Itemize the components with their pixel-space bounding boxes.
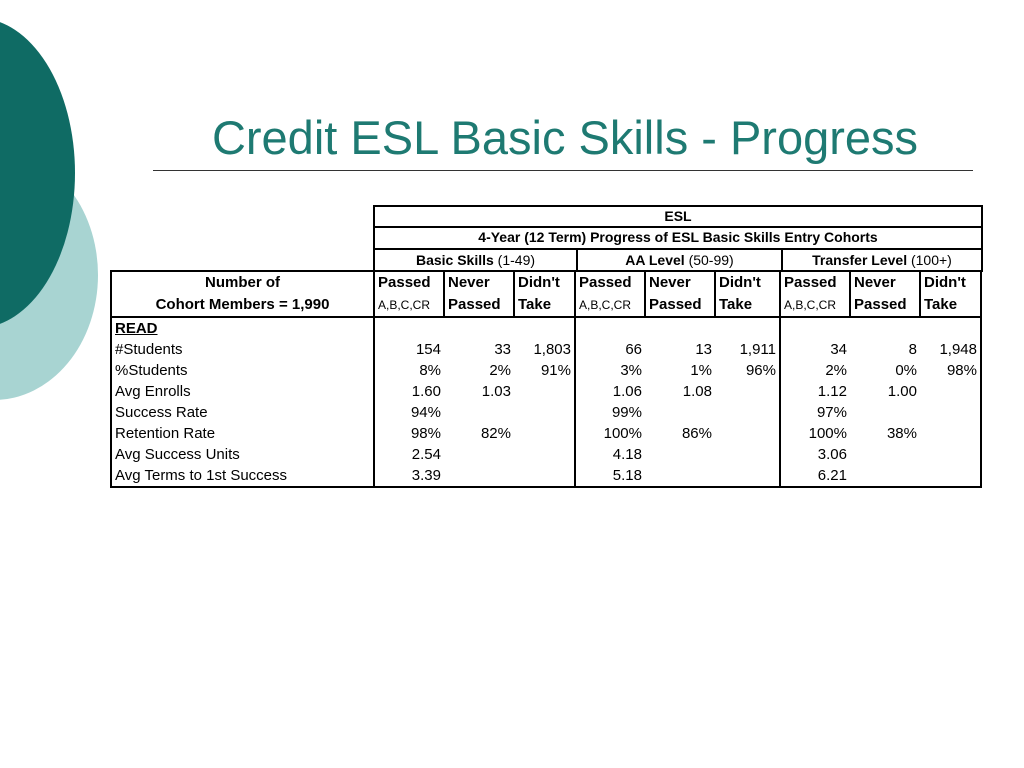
table-cell: 82% bbox=[480, 425, 511, 442]
table-cell: 2% bbox=[489, 362, 511, 379]
table-cell bbox=[920, 381, 981, 402]
table-cell: 13 bbox=[695, 341, 712, 358]
table-cell bbox=[850, 444, 920, 465]
table-cell: 154 bbox=[374, 339, 444, 360]
row-label: #Students bbox=[111, 339, 374, 360]
col-passed: Passed A,B,C,CR bbox=[575, 271, 645, 317]
table-cell bbox=[514, 381, 575, 402]
level-aa: AA Level (50-99) bbox=[576, 250, 781, 270]
table-cell: 98% bbox=[374, 423, 444, 444]
table-cell: 33 bbox=[494, 341, 511, 358]
table-row bbox=[111, 402, 981, 423]
col-didnt-take: Didn't Take bbox=[715, 271, 780, 317]
table-cell: 96% bbox=[745, 362, 776, 379]
table-cell: 98% bbox=[920, 360, 981, 381]
esl-header: ESL bbox=[373, 205, 983, 228]
table-cell bbox=[514, 444, 575, 465]
table-cell: 3.06 bbox=[780, 444, 850, 465]
table-cell bbox=[645, 444, 715, 465]
table-cell bbox=[920, 465, 981, 487]
section-label: READ bbox=[111, 317, 374, 339]
table-cell: 34 bbox=[780, 339, 850, 360]
table-cell: 2.54 bbox=[374, 444, 444, 465]
table-cell: 66 bbox=[575, 339, 645, 360]
progress-table bbox=[110, 270, 982, 488]
row-label: Avg Success Units bbox=[111, 444, 374, 465]
table-cell bbox=[920, 444, 981, 465]
table-cell: 1.00 bbox=[887, 383, 917, 400]
title-underline bbox=[153, 170, 973, 171]
col-passed: Passed A,B,C,CR bbox=[780, 271, 850, 317]
table-cell bbox=[514, 402, 575, 423]
table-cell: 99% bbox=[575, 402, 645, 423]
table-cell: 94% bbox=[374, 402, 444, 423]
table-cell: 86% bbox=[681, 425, 712, 442]
table-cell: 6.21 bbox=[780, 465, 850, 487]
table-cell: 1.08 bbox=[682, 383, 712, 400]
table-cell: 1,911 bbox=[739, 341, 776, 358]
row-label: Success Rate bbox=[111, 402, 374, 423]
table-cell: 97% bbox=[780, 402, 850, 423]
row-label-header: Number of Cohort Members = 1,990 bbox=[111, 271, 374, 317]
table-cell: 2% bbox=[780, 360, 850, 381]
table-cell: 100% bbox=[780, 423, 850, 444]
table-cell: 1,803 bbox=[533, 341, 571, 358]
table-cell: 3.39 bbox=[374, 465, 444, 487]
table-cell bbox=[920, 423, 981, 444]
table-row bbox=[111, 423, 981, 444]
table-cell: 4.18 bbox=[575, 444, 645, 465]
table-cell bbox=[444, 402, 514, 423]
cohort-header: 4-Year (12 Term) Progress of ESL Basic Skills Entry Cohorts bbox=[373, 228, 983, 250]
table-cell: 38% bbox=[886, 425, 917, 442]
col-didnt-take: Didn't Take bbox=[920, 271, 981, 317]
table-cell bbox=[715, 465, 780, 487]
table-cell: 1% bbox=[690, 362, 712, 379]
table-cell: 91% bbox=[540, 362, 571, 379]
table-cell: 1.06 bbox=[575, 381, 645, 402]
table-cell bbox=[920, 402, 981, 423]
row-label: Avg Terms to 1st Success bbox=[111, 465, 374, 487]
table-cell bbox=[715, 444, 780, 465]
table-cell bbox=[645, 465, 715, 487]
table-cell: 1,948 bbox=[920, 339, 981, 360]
section-row bbox=[111, 317, 981, 339]
column-header-row bbox=[111, 271, 981, 317]
row-label: %Students bbox=[111, 360, 374, 381]
row-label: Retention Rate bbox=[111, 423, 374, 444]
table-cell: 3% bbox=[575, 360, 645, 381]
table-row bbox=[111, 360, 981, 381]
table-cell bbox=[850, 402, 920, 423]
table-cell bbox=[444, 444, 514, 465]
col-never-passed: Never Passed bbox=[645, 271, 715, 317]
row-label: Avg Enrolls bbox=[111, 381, 374, 402]
table-cell bbox=[850, 465, 920, 487]
table-cell bbox=[715, 423, 780, 444]
table-row bbox=[111, 339, 981, 360]
table-cell: 1.12 bbox=[780, 381, 850, 402]
level-transfer: Transfer Level (100+) bbox=[781, 250, 981, 270]
table-cell: 0% bbox=[895, 362, 917, 379]
table-cell: 1.03 bbox=[481, 383, 511, 400]
table-cell bbox=[514, 465, 575, 487]
table-cell: 5.18 bbox=[575, 465, 645, 487]
table-cell bbox=[444, 465, 514, 487]
table-cell: 8 bbox=[908, 341, 917, 358]
table-row bbox=[111, 444, 981, 465]
level-basic-skills: Basic Skills (1-49) bbox=[415, 252, 536, 268]
table-cell bbox=[645, 402, 715, 423]
table-cell: 1.60 bbox=[374, 381, 444, 402]
table-row bbox=[111, 381, 981, 402]
table-body bbox=[111, 317, 981, 487]
table-cell bbox=[715, 381, 780, 402]
table-cell: 8% bbox=[374, 360, 444, 381]
col-never-passed: Never Passed bbox=[850, 271, 920, 317]
table-cell bbox=[715, 402, 780, 423]
col-didnt-take: Didn't Take bbox=[514, 271, 575, 317]
table-cell: 100% bbox=[575, 423, 645, 444]
level-header-row bbox=[373, 250, 983, 272]
table-cell bbox=[514, 423, 575, 444]
table-row bbox=[111, 465, 981, 487]
col-passed: Passed A,B,C,CR bbox=[374, 271, 444, 317]
col-never-passed: Never Passed bbox=[444, 271, 514, 317]
slide-title: Credit ESL Basic Skills - Progress bbox=[211, 111, 919, 164]
